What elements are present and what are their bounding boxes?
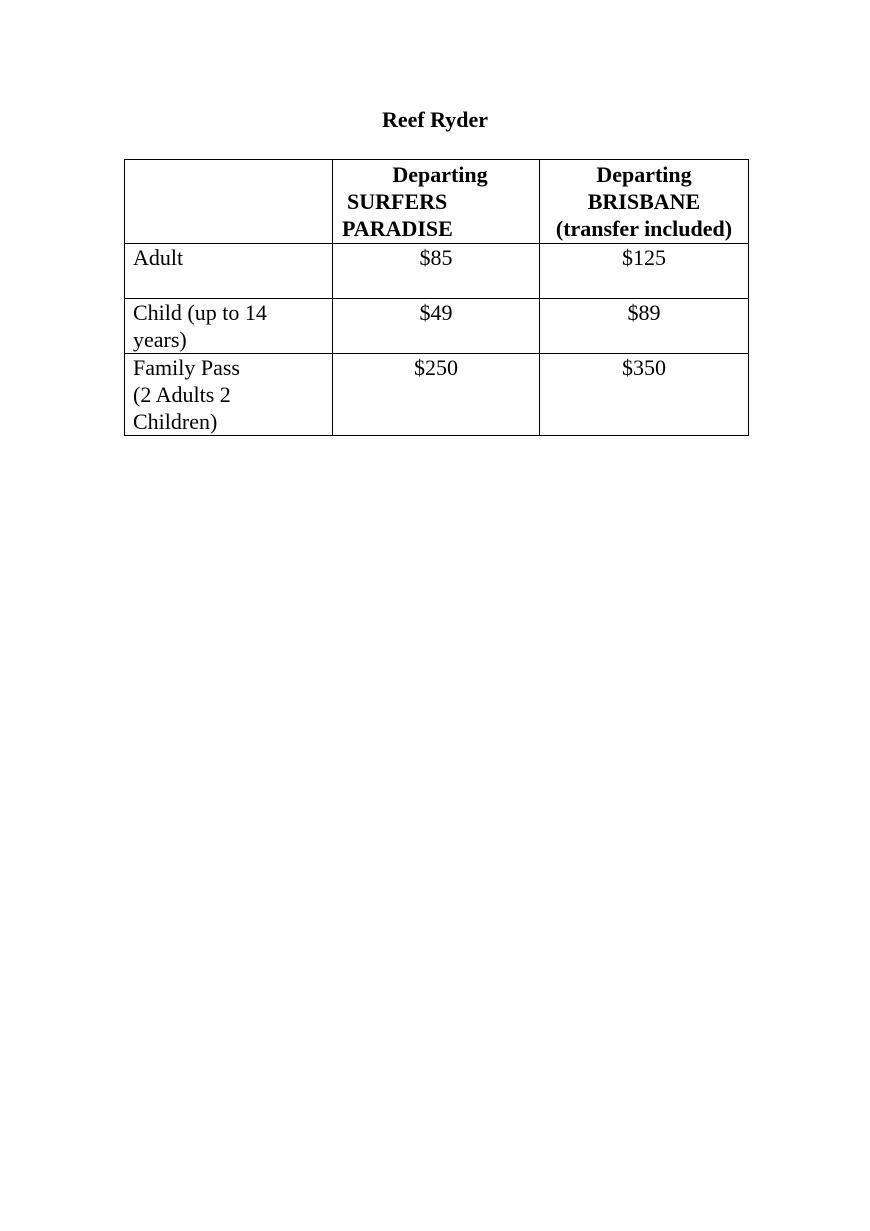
row-label-line: years) — [133, 327, 187, 352]
document-title: Reef Ryder — [381, 107, 489, 132]
row-label-line: Adult — [133, 245, 184, 270]
header-line: Departing — [596, 162, 692, 187]
row-label-cell — [125, 244, 333, 299]
table-row — [125, 244, 749, 299]
row-label-cell — [125, 299, 333, 354]
header-cell-brisbane — [540, 160, 749, 244]
header-line: Departing — [392, 162, 488, 187]
price-brisbane: $350 — [540, 354, 749, 436]
price-surfers-paradise: $49 — [333, 299, 540, 354]
price-surfers-paradise: $250 — [333, 354, 540, 436]
header-line: BRISBANE — [587, 189, 701, 214]
row-label-line: Family Pass — [133, 355, 240, 380]
price-brisbane: $125 — [540, 244, 749, 299]
header-cell-empty — [125, 160, 333, 244]
price-surfers-paradise: $85 — [333, 244, 540, 299]
header-line: (transfer included) — [555, 216, 733, 241]
row-label-line: Child (up to 14 — [133, 300, 267, 325]
row-label-line: (2 Adults 2 — [133, 382, 231, 407]
row-label-cell — [125, 354, 333, 436]
table-row — [125, 354, 749, 436]
price-brisbane: $89 — [540, 299, 749, 354]
table-row — [125, 299, 749, 354]
table-header-row — [125, 160, 749, 244]
row-label-line: Children) — [133, 409, 218, 434]
header-line: PARADISE — [342, 216, 453, 241]
header-cell-surfers-paradise — [333, 160, 540, 244]
header-line: SURFERS — [347, 189, 448, 214]
fare-table — [124, 159, 749, 436]
